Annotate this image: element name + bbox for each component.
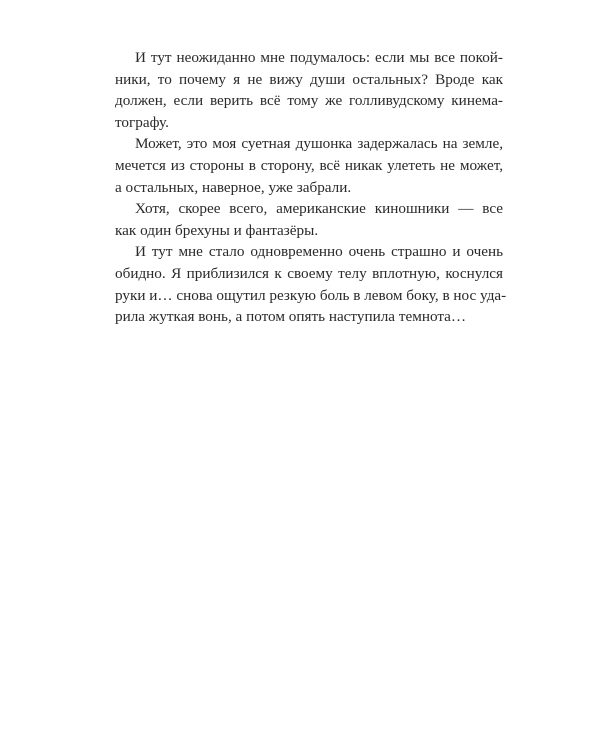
text-line: рила жуткая вонь, а потом опять наступила темнота… xyxy=(115,308,467,326)
text-line: ники, то почему я не вижу души остальных? Вроде как xyxy=(115,70,503,88)
body-text xyxy=(115,47,507,328)
text-line: И тут неожиданно мне подумалось: если мы все покой- xyxy=(135,49,503,66)
text-line: тографу. xyxy=(115,113,169,131)
text-line: как один брехуны и фантазёры. xyxy=(115,221,319,239)
text-line: а остальных, наверное, уже забрали. xyxy=(115,178,352,196)
paragraph-1 xyxy=(115,47,503,133)
text-line: Может, это моя суетная душонка задержалась на земле, xyxy=(135,135,503,153)
paragraph-4 xyxy=(115,241,507,327)
text-line: руки и… снова ощутил резкую боль в левом боку, в нос уда- xyxy=(115,286,507,304)
text-line: мечется из стороны в сторону, всё никак улететь не может, xyxy=(115,156,503,174)
paragraph-3 xyxy=(115,198,503,241)
text-line: должен, если верить всё тому же голливудскому кинема- xyxy=(115,92,503,110)
text-line: Хотя, скорее всего, американские киношники — все xyxy=(135,200,503,218)
text-line: И тут мне стало одновременно очень страшно и очень xyxy=(135,243,503,261)
text-line: обидно. Я приблизился к своему телу вплотную, коснулся xyxy=(115,264,503,282)
paragraph-2 xyxy=(115,133,503,198)
